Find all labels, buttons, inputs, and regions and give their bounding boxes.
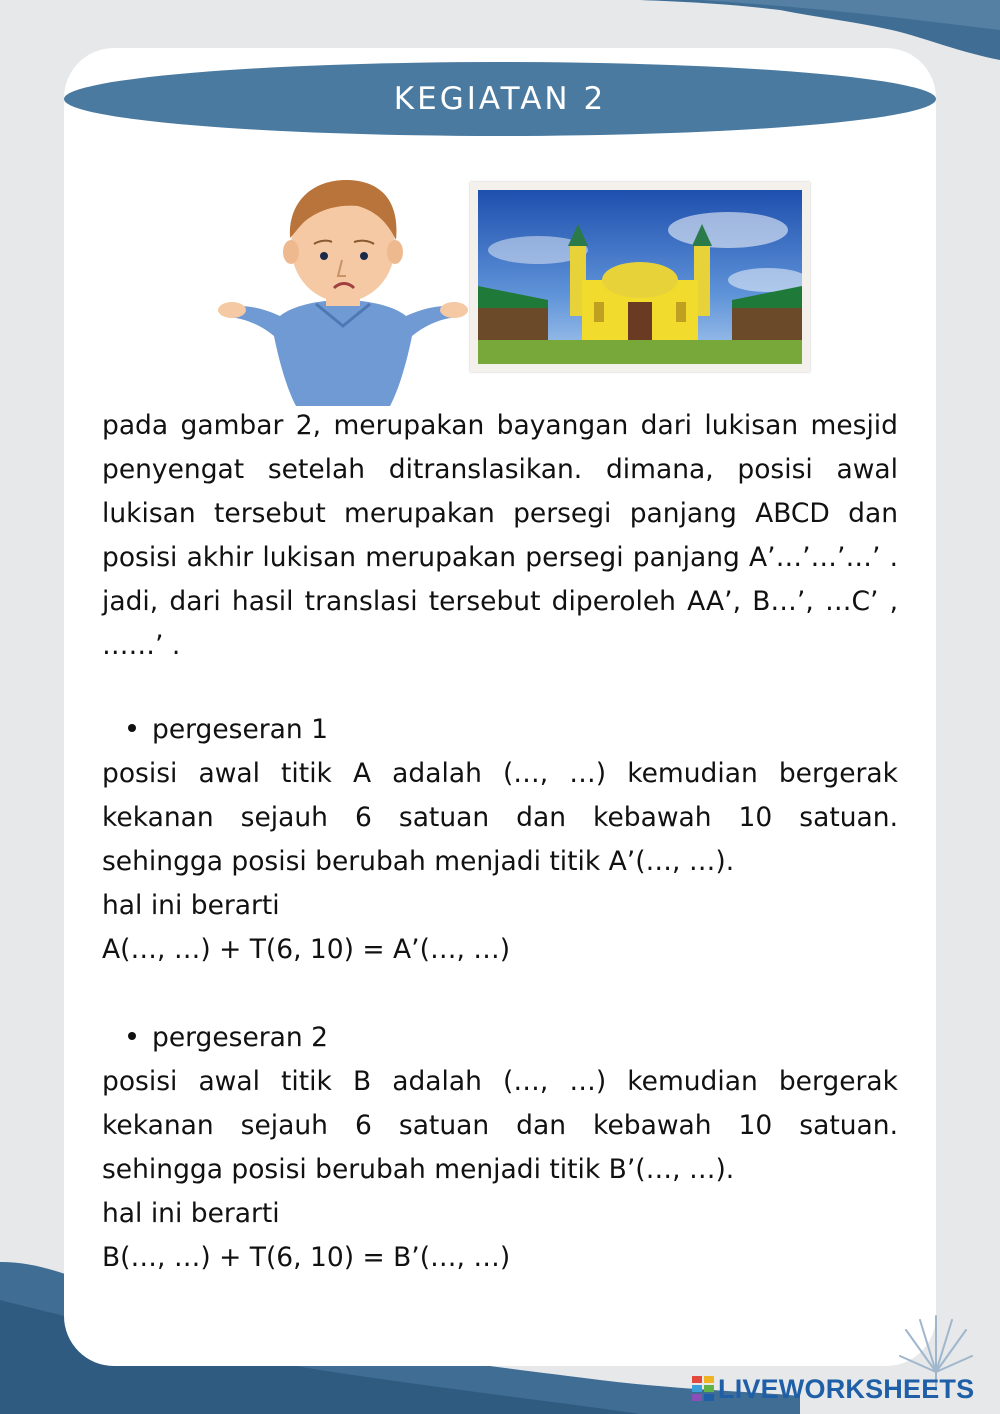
section1-line: hal ini berarti [102, 890, 280, 921]
section1-body [102, 752, 898, 972]
section2-line: hal ini berarti [102, 1198, 280, 1229]
section1-heading-text: pergeseran 1 [152, 714, 329, 745]
intro-line: jadi, dari hasil translasi tersebut diperoleh AA’, B…’, …C’ , [102, 586, 898, 617]
mosque-photo [478, 190, 802, 364]
intro-line: posisi akhir lukisan merupakan persegi panjang A’…’…’…’ . [102, 542, 898, 573]
title-banner [64, 62, 936, 136]
mosque-photo-frame [470, 182, 810, 372]
bullet-dot [128, 1032, 136, 1040]
confused-man-illustration [218, 176, 468, 406]
section1-heading [128, 708, 328, 752]
section2-equation: B(…, …) + T(6, 10) = B’(…, …) [102, 1242, 511, 1273]
section1-line: sehingga posisi berubah menjadi titik A’(…, …). [102, 846, 735, 877]
bullet-dot [128, 724, 136, 732]
brand-text: LIVEWORKSHEETS [718, 1373, 975, 1404]
intro-line: penyengat setelah ditranslasikan. dimana, posisi awal [102, 454, 898, 485]
intro-line: ……’ . [102, 630, 181, 661]
section2-heading-text: pergeseran 2 [152, 1022, 329, 1053]
section1-line: kekanan sejauh 6 satuan dan kebawah 10 satuan. [102, 802, 898, 833]
section2-line: kekanan sejauh 6 satuan dan kebawah 10 satuan. [102, 1110, 898, 1141]
section1-line: posisi awal titik A adalah (…, …) kemudian bergerak [102, 758, 898, 789]
section2-line: sehingga posisi berubah menjadi titik B’(…, …). [102, 1154, 735, 1185]
intro-line: pada gambar 2, merupakan bayangan dari lukisan mesjid [102, 410, 898, 441]
page-title: KEGIATAN 2 [393, 81, 607, 117]
liveworksheets-brand[interactable] [692, 1372, 974, 1406]
section1-equation: A(…, …) + T(6, 10) = A’(…, …) [102, 934, 511, 965]
section2-body [102, 1060, 898, 1280]
liveworksheets-logo-icon [692, 1376, 714, 1402]
intro-paragraph [102, 404, 898, 668]
intro-line: lukisan tersebut merupakan persegi panjang ABCD dan [102, 498, 898, 529]
section2-line: posisi awal titik B adalah (…, …) kemudian bergerak [102, 1066, 898, 1097]
section2-heading [128, 1016, 328, 1060]
